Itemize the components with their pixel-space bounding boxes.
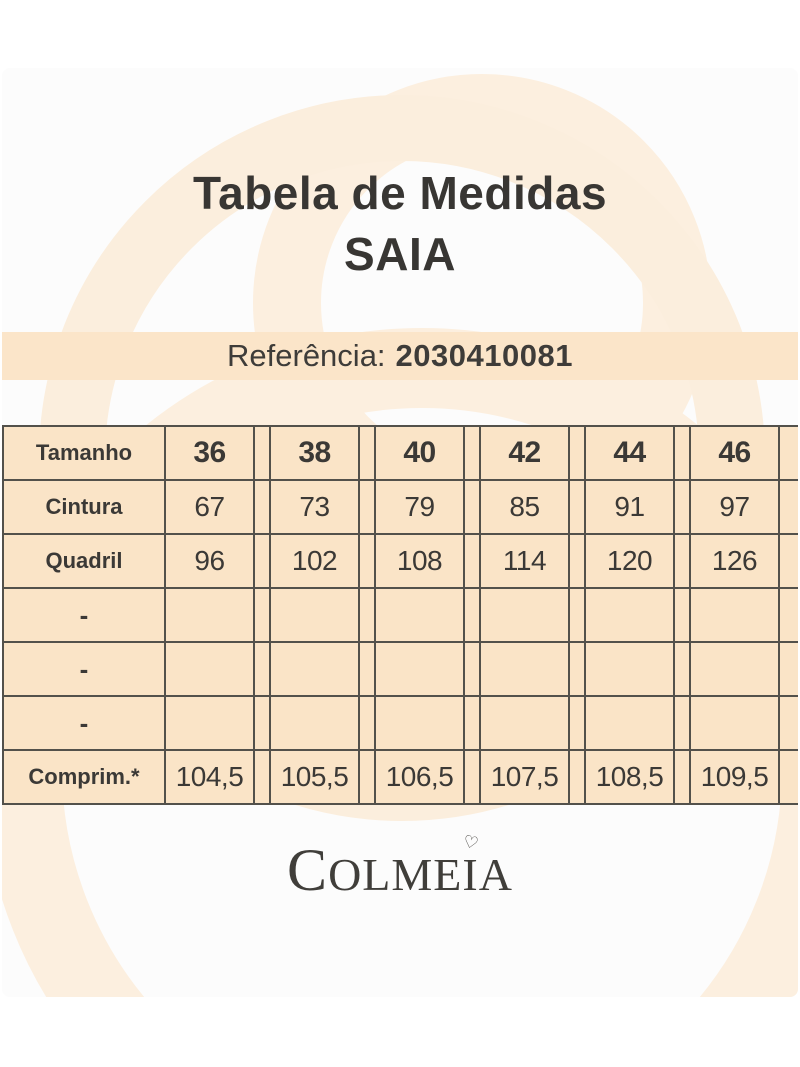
table-edge-strip [779,426,798,480]
table-gutter [569,480,585,534]
size-header-cell: 44 [585,426,674,480]
value-cell [690,642,779,696]
heart-icon: ♡ [461,831,481,854]
value-cell [270,642,359,696]
table-gutter [674,426,690,480]
size-header-cell: 40 [375,426,464,480]
table-header-row [3,426,798,480]
reference-label: Referência: [227,338,386,373]
table-edge-strip [779,696,798,750]
value-cell [165,696,254,750]
content-card [2,68,798,997]
value-cell [480,642,569,696]
value-cell: 104,5 [165,750,254,804]
value-cell: 108,5 [585,750,674,804]
measurements-table [2,425,798,805]
size-header-cell: 36 [165,426,254,480]
table-gutter [569,534,585,588]
value-cell [585,588,674,642]
table-row-cintura [3,480,798,534]
logo-letters-olme: OLME [328,849,463,900]
table-gutter [359,588,375,642]
size-header-cell: 46 [690,426,779,480]
table-gutter [359,696,375,750]
table-edge-strip [779,750,798,804]
value-cell: 97 [690,480,779,534]
table-gutter [464,588,480,642]
value-cell: 120 [585,534,674,588]
value-cell: 96 [165,534,254,588]
table-gutter [569,696,585,750]
value-cell [585,642,674,696]
table-gutter [359,426,375,480]
value-cell: 102 [270,534,359,588]
table-edge-strip [779,534,798,588]
table-gutter [254,588,270,642]
value-cell: 105,5 [270,750,359,804]
table-edge-strip [779,588,798,642]
value-cell [270,588,359,642]
value-cell [480,696,569,750]
table-gutter [464,534,480,588]
value-cell: 107,5 [480,750,569,804]
table-gutter [569,642,585,696]
table-gutter [674,588,690,642]
value-cell [375,696,464,750]
value-cell [165,642,254,696]
value-cell: 79 [375,480,464,534]
table-edge-strip [779,642,798,696]
reference-value: 2030410081 [395,338,573,373]
table-gutter [254,750,270,804]
size-header-cell: 38 [270,426,359,480]
row-label-cell: - [3,696,165,750]
table-gutter [569,426,585,480]
table-row-empty-3 [3,696,798,750]
logo-letter-i-glyph: I [462,849,479,900]
value-cell: 126 [690,534,779,588]
value-cell: 73 [270,480,359,534]
table-row-empty-2 [3,642,798,696]
size-header-cell: 42 [480,426,569,480]
value-cell [375,588,464,642]
value-cell [165,588,254,642]
table-gutter [674,750,690,804]
table-gutter [674,642,690,696]
header-label-cell: Tamanho [3,426,165,480]
value-cell: 108 [375,534,464,588]
value-cell: 114 [480,534,569,588]
table-gutter [464,696,480,750]
logo-letter-a: A [478,849,513,900]
brand-logo [2,831,798,905]
logo-letter-i [461,831,481,901]
row-label-cell: Comprim.* [3,750,165,804]
reference-banner [2,332,798,380]
value-cell [270,696,359,750]
table-gutter [674,696,690,750]
logo-letter-c: C [287,837,329,903]
table-row-empty-1 [3,588,798,642]
table-gutter [359,750,375,804]
row-label-cell: - [3,642,165,696]
page-title [2,163,798,285]
table-gutter [674,480,690,534]
table-gutter [254,480,270,534]
table-gutter [359,534,375,588]
table-gutter [359,480,375,534]
value-cell: 67 [165,480,254,534]
table-gutter [359,642,375,696]
value-cell: 85 [480,480,569,534]
row-label-cell: - [3,588,165,642]
table-gutter [674,534,690,588]
table-gutter [254,696,270,750]
title-line-1: Tabela de Medidas [192,167,608,219]
table-gutter [464,750,480,804]
title-line-2: SAIA [344,228,456,281]
value-cell [690,588,779,642]
value-cell: 109,5 [690,750,779,804]
table-gutter [464,480,480,534]
value-cell [690,696,779,750]
table-gutter [254,426,270,480]
value-cell: 106,5 [375,750,464,804]
value-cell [480,588,569,642]
value-cell [375,642,464,696]
table-edge-strip [779,480,798,534]
table-row-quadril [3,534,798,588]
table-gutter [464,642,480,696]
table-gutter [569,750,585,804]
table-gutter [254,642,270,696]
value-cell [585,696,674,750]
row-label-cell: Quadril [3,534,165,588]
table-gutter [254,534,270,588]
row-label-cell: Cintura [3,480,165,534]
table-gutter [464,426,480,480]
value-cell: 91 [585,480,674,534]
table-gutter [569,588,585,642]
table-row-comprimento [3,750,798,804]
